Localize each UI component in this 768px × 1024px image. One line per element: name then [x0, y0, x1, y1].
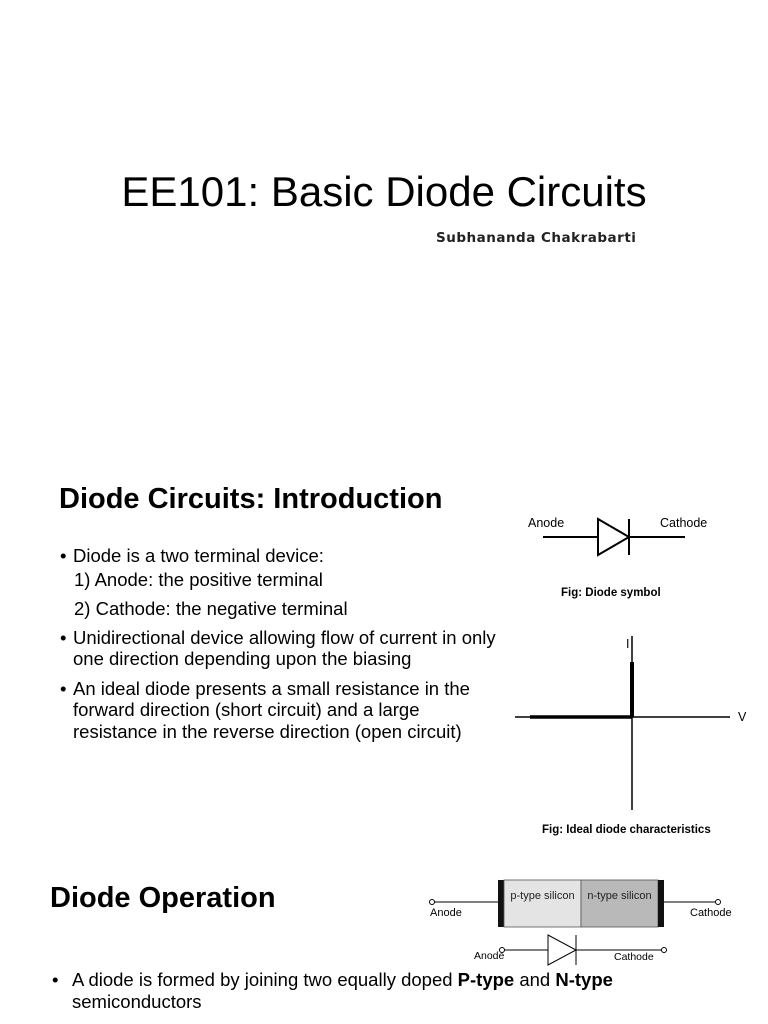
symbol-cathode-label: Cathode [614, 951, 654, 963]
intro-bullet-list [60, 545, 500, 750]
sub-item-cathode: 2) Cathode: the negative terminal [74, 598, 348, 619]
bullet-item: • Unidirectional device allowing flow of current in only one direction depending upon the biasing [60, 627, 500, 670]
cathode-label: Cathode [660, 516, 708, 530]
bullet-item: • Diode is a two terminal device: [60, 545, 500, 567]
slide-title: EE101: Basic Diode Circuits [121, 168, 647, 215]
sub-item-anode: 1) Anode: the positive terminal [74, 568, 323, 590]
figure-caption-ideal-characteristic: Fig: Ideal diode characteristics [542, 824, 711, 836]
anode-label: Anode [528, 516, 565, 530]
bullet-item: • An ideal diode presents a small resistance in the forward direction (short circuit) and a large resistance in the reverse direction (open circuit) [60, 678, 500, 743]
section-title-introduction: Diode Circuits: Introduction [59, 483, 443, 515]
ideal-diode-characteristic-plot [512, 632, 732, 814]
bullet-item: • A diode is formed by joining two equally doped P-type and N-type semiconductors [52, 969, 742, 1013]
diode-symbol-icon [540, 514, 690, 560]
diagram-cathode-label: Cathode [690, 907, 732, 919]
current-axis-label: I [626, 637, 630, 651]
p-type-region-label: p-type silicon [510, 890, 575, 902]
symbol-anode-label: Anode [474, 950, 505, 962]
diagram-anode-label: Anode [430, 907, 462, 919]
n-type-region-label: n-type silicon [587, 890, 652, 902]
author-name: Subhananda Chakrabarti [436, 230, 637, 246]
voltage-axis-label: V [738, 710, 747, 724]
operation-bullet-list [52, 969, 742, 1021]
section-title-operation: Diode Operation [50, 882, 276, 914]
figure-caption-diode-symbol: Fig: Diode symbol [561, 587, 661, 599]
